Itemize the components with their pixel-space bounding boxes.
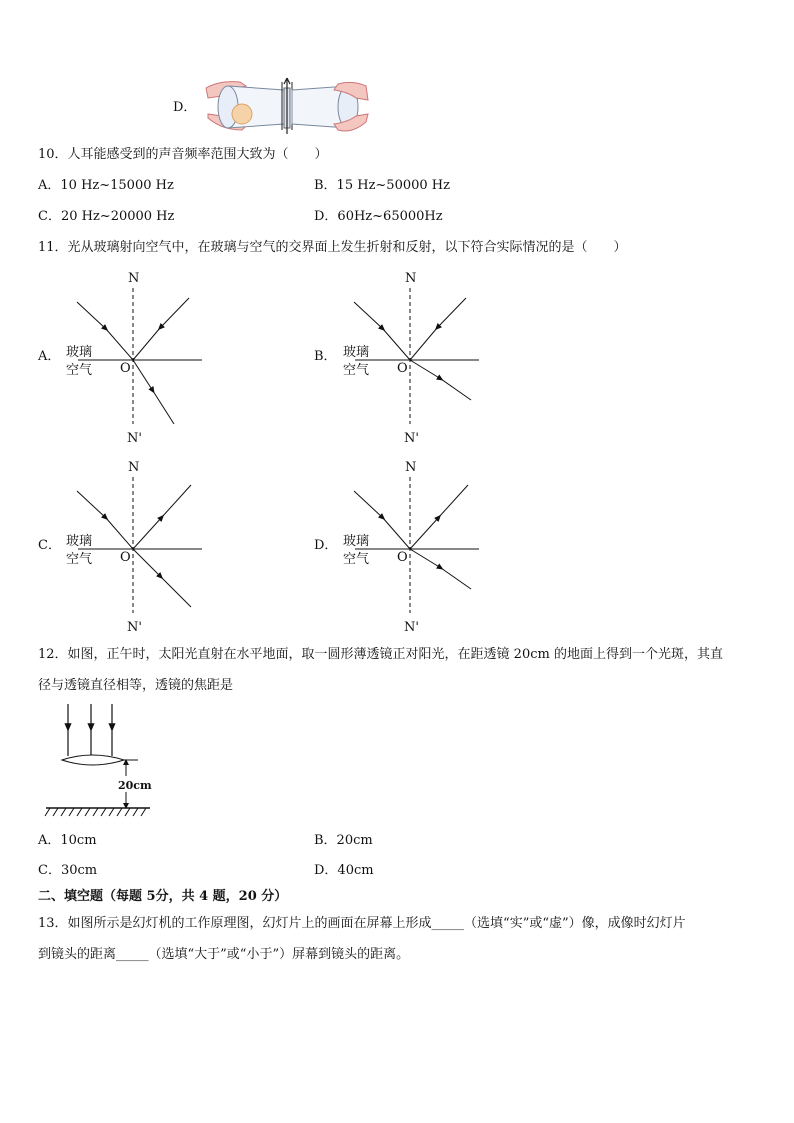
q11-diagram-c <box>56 455 208 635</box>
medium-bottom-label: 空气 <box>66 363 93 378</box>
q11-stem: 11．光从玻璃射向空气中，在玻璃与空气的交界面上发生折射和反射，以下符合实际情况的是（ ） <box>38 240 627 255</box>
q10-option-c: C．20 Hz~20000 Hz <box>38 209 175 224</box>
normal-bottom-label: N' <box>404 620 419 635</box>
medium-bottom-label: 空气 <box>343 552 370 567</box>
medium-top-label: 玻璃 <box>66 345 93 360</box>
q11-option-a-label: A． <box>38 349 61 364</box>
q13-line2: 到镜头的距离_____（选填“大于”或“小于”）屏幕到镜头的距离。 <box>38 947 410 962</box>
q11-option-b-label: B． <box>314 349 337 364</box>
q12-lens-figure <box>34 700 164 818</box>
q12-option-c: C．30cm <box>38 863 98 878</box>
medium-top-label: 玻璃 <box>343 345 370 360</box>
origin-label: O <box>120 361 131 376</box>
q11-diagram-b <box>333 266 485 446</box>
origin-label: O <box>120 550 131 565</box>
medium-top-label: 玻璃 <box>66 534 93 549</box>
q13-line1: 13．如图所示是幻灯机的工作原理图，幻灯片上的画面在屏幕上形成_____（选填“实”或“虚”）像，成像时幻灯片 <box>38 916 686 931</box>
normal-top-label: N <box>405 271 417 286</box>
distance-label: 20cm <box>118 779 152 792</box>
medium-bottom-label: 空气 <box>343 363 370 378</box>
q12-option-a: A．10cm <box>38 833 97 848</box>
q11-option-c-label: C． <box>38 538 61 553</box>
q12-stem-line1: 12．如图，正午时，太阳光直射在水平地面，取一圆形薄透镜正对阳光，在距透镜 20cm 的地面上得到一个光斑，其直 <box>38 647 723 662</box>
q12-option-d: D．40cm <box>314 863 374 878</box>
q10-option-a: A．10 Hz~15000 Hz <box>38 178 174 193</box>
q11-option-d-label: D． <box>314 538 338 553</box>
q9-option-d-label: D． <box>173 100 197 115</box>
medium-top-label: 玻璃 <box>343 534 370 549</box>
q10-option-d: D．60Hz~65000Hz <box>314 209 443 224</box>
normal-bottom-label: N' <box>127 620 142 635</box>
normal-top-label: N <box>405 460 417 475</box>
normal-bottom-label: N' <box>404 431 419 446</box>
q10-option-b: B．15 Hz~50000 Hz <box>314 178 450 193</box>
section-heading: 二、填空题（每题 5分，共 4 题，20 分） <box>38 889 288 904</box>
medium-bottom-label: 空气 <box>66 552 93 567</box>
q9-option-d-figure <box>200 74 372 140</box>
q11-diagram-a <box>56 266 208 446</box>
q12-option-b: B．20cm <box>314 833 373 848</box>
normal-top-label: N <box>128 271 140 286</box>
q12-stem-line2: 径与透镜直径相等，透镜的焦距是 <box>38 678 234 693</box>
normal-top-label: N <box>128 460 140 475</box>
normal-bottom-label: N' <box>127 431 142 446</box>
q11-diagram-d <box>333 455 485 635</box>
q10-stem: 10．人耳能感受到的声音频率范围大致为（ ） <box>38 147 328 162</box>
origin-label: O <box>397 550 408 565</box>
origin-label: O <box>397 361 408 376</box>
